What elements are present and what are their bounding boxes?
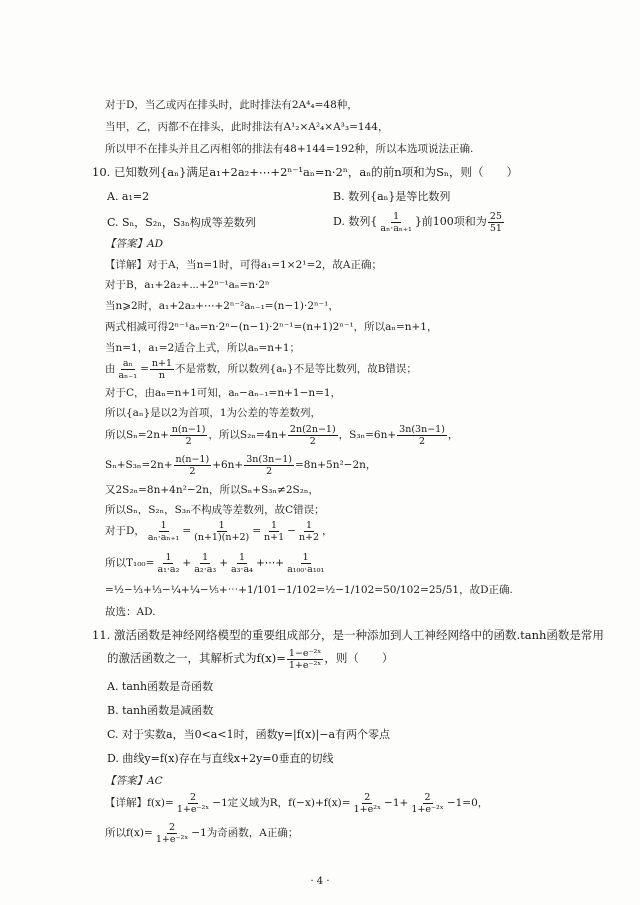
- question-10: 10. 已知数列{aₙ}满足a₁+2a₂+⋯+2ⁿ⁻¹aₙ=n·2ⁿ，aₙ的前n项和为Sₙ，则（ ）: [92, 165, 518, 179]
- option-11d: D. 曲线y=f(x)存在与直线x+2y=0垂直的切线: [107, 752, 334, 765]
- text-line: 两式相减可得2ⁿ⁻¹aₙ=n·2ⁿ−(n−1)·2ⁿ⁻¹=(n+1)2ⁿ⁻¹，所以aₙ=n+1，: [105, 321, 438, 333]
- text-line: 所以甲不在排头并且乙丙相邻的排法有48+144=192种，所以本选项说法正确.: [105, 143, 474, 155]
- text-line: 【详解】对于A，当n=1时，可得a₁=1×2¹=2，故A正确；: [105, 259, 383, 271]
- text-line: 所以f(x)= $\frac{2}{\text{1+e⁻²ˣ}}$ −1为奇函数，A正确；: [105, 821, 299, 845]
- text-line: 对于D， $\frac{1}{\text{aₙ·aₙ₊₁}}$ = $\frac{1}{(n+1)(n+2)}$ = $\frac{1}{n+1}$ − $\frac{1}{n+2}$ ，: [105, 519, 333, 543]
- option-11c: C. 对于实数a，当0<a<1时，函数y=|f(x)|−a有两个零点: [107, 728, 391, 741]
- option-10a: A. a₁=2: [107, 190, 150, 203]
- option-10c: C. Sₙ，S₂ₙ，S₃ₙ构成等差数列: [107, 216, 256, 229]
- text-line: 所以Sₙ，S₂ₙ，S₃ₙ不构成等差数列，故C错误；: [105, 504, 325, 516]
- fraction: $\frac{1}{\text{aₙ·aₙ₊₁}}$: [380, 210, 412, 234]
- option-11b: B. tanh函数是减函数: [107, 704, 214, 717]
- text-line: 所以{aₙ}是以2为首项，1为公差的等差数列，: [105, 407, 322, 419]
- text-line: 对于D，当乙或丙在排头时，此时排法有2A⁴₄=48种，: [105, 99, 358, 111]
- text-line: Sₙ+S₃ₙ=2n+ $\frac{n(n-1)}{2}$ +6n+ $\frac{3n(3n-1)}{2}$ =8n+5n²−2n，: [105, 453, 377, 477]
- page-number: · 4 ·: [310, 876, 330, 887]
- option-10d: D. 数列{ $\frac{1}{\text{aₙ·aₙ₊₁}}$ }前100项和为 $\frac{25}{51}$: [333, 210, 502, 234]
- text-line: 当甲，乙，丙都不在排头，此时排法有A¹₂×A²₄×A³₃=144，: [105, 121, 389, 133]
- answer-10: 【答案】AD: [105, 238, 164, 250]
- text-line: 所以T₁₀₀= $\frac{1}{\text{a₁·a₂}}$ + $\frac{1}{\text{a₂·a₃}}$ + $\frac{1}{\text{a₃·a₄}}$ +⋯+ $\frac{1}{\text{a₁₀₀·a₁₀₁}}$: [105, 551, 325, 575]
- text-line: 当n⩾2时，a₁+2a₂+⋯+2ⁿ⁻²aₙ₋₁=(n−1)·2ⁿ⁻¹，: [105, 300, 339, 312]
- text-line: 又2S₂ₙ=8n+4n²−2n，所以Sₙ+S₃ₙ≠2S₂ₙ，: [105, 484, 319, 496]
- text-line: 对于C，由aₙ=n+1可知，aₙ−aₙ₋₁=n+1−n=1，: [105, 387, 342, 399]
- text-line: =½−⅓+⅓−¼+¼−⅕+⋯+1/101−1/102=½−1/102=50/102=25/51，故D正确.: [105, 584, 513, 596]
- question-11: 11. 激活函数是神经网络模型的重要组成部分，是一种添加到人工神经网络中的函数.tanh函数是常用: [92, 628, 604, 642]
- text-line: 对于B，a₁+2a₂+⋯+2ⁿ⁻¹aₙ=n·2ⁿ: [105, 279, 270, 291]
- text-line: 所以Sₙ=2n+ $\frac{n(n-1)}{2}$ ，所以S₂ₙ=4n+ $\frac{2n(2n-1)}{2}$ ，S₃ₙ=6n+ $\frac{3n(3n-1)}{2}$ ，: [105, 423, 459, 447]
- text-line: 由 $\frac{\text{aₙ}}{\text{aₙ₋₁}}$ = $\frac{n+1}{n}$ 不是常数，所以数列{aₙ}不是等比数列，故B错误；: [105, 357, 417, 381]
- text-line: 故选：AD.: [105, 606, 156, 618]
- option-10b: B. 数列{aₙ}是等比数列: [333, 190, 451, 203]
- answer-11: 【答案】AC: [105, 775, 163, 787]
- text-line: 当n=1，a₁=2适合上式，所以aₙ=n+1；: [105, 342, 301, 354]
- option-11a: A. tanh函数是奇函数: [107, 680, 214, 693]
- fraction: $\frac{25}{51}$: [489, 210, 502, 234]
- question-11-line2: 的激活函数之一，其解析式为f(x)= $\frac{\text{1−e⁻²ˣ}}{\text{1+e⁻²ˣ}}$ ，则（ ）: [107, 647, 394, 671]
- text-line: 【详解】f(x)= $\frac{2}{\text{1+e⁻²ˣ}}$ −1定义域为R，f(−x)+f(x)= $\frac{2}{\text{1+e²ˣ}}$ −1+ $\frac{2}{\text{1+e⁻²ˣ}}$ −1=0，: [105, 791, 489, 815]
